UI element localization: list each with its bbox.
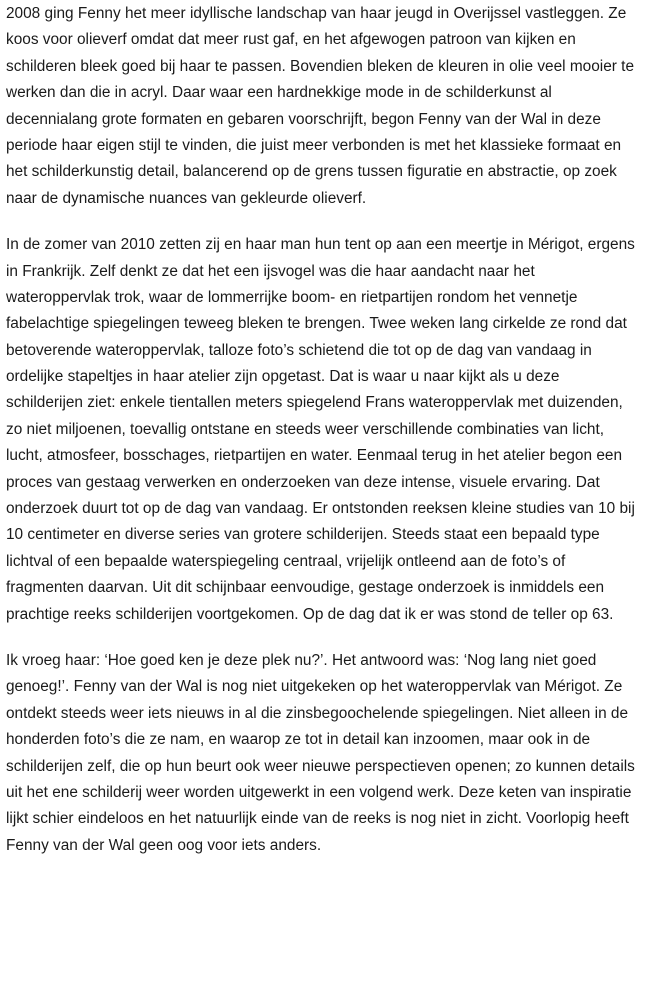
text-line: uit het ene schilderij weer worden uitgewerkt in een volgend werk. Deze keten van inspiratie xyxy=(6,783,632,801)
text-line: proces van gestaag verwerken en onderzoeken van deze intense, visuele ervaring. Dat xyxy=(6,473,600,491)
text-line: 2008 ging Fenny het meer idyllische landschap van haar jeugd in Overijssel vastleggen. Ze xyxy=(6,5,627,22)
text-line: ordelijke stapeltjes in haar atelier zijn opgetast. Dat is waar u naar kijkt als u deze xyxy=(6,368,560,386)
text-line: schilderijen ziet: enkele tientallen meters spiegelend Frans wateroppervlak met duizenden, xyxy=(6,394,623,412)
text-line: Ik vroeg haar: ‘Hoe goed ken je deze plek nu?’. Het antwoord was: ‘Nog lang niet goed xyxy=(6,651,597,669)
text-line: lichtval of een bepaalde waterspiegeling centraal, vrijelijk ontleend aan de foto’s of xyxy=(6,552,566,570)
text-line: fabelachtige spiegelingen teweeg bleken te brengen. Twee weken lang cirkelde ze rond dat xyxy=(6,315,627,333)
text-line: werken dan die in acryl. Daar waar een hardnekkige mode in de schilderkunst al xyxy=(6,84,552,102)
paragraph-merigot-summer-2010 xyxy=(6,232,646,628)
text-line: prachtige reeks schilderijen voortgekomen. Op de dag dat ik er was stond de teller op 63. xyxy=(6,605,614,623)
text-line: honderden foto’s die ze nam, en waarop ze tot in detail kan inzoomen, maar ook in de xyxy=(6,731,591,749)
text-line: het schilderkunstig detail, balancerend op de grens tussen figuratie en abstractie, op zoek xyxy=(6,163,617,181)
text-line: koos voor olieverf omdat dat meer rust gaf, en het afgewogen patroon van kijken en xyxy=(6,31,576,49)
text-line: periode haar eigen stijl te vinden, die juist meer verbonden is met het klassieke formaat en xyxy=(6,136,622,154)
text-line: lucht, atmosfeer, bosschages, rietpartijen en water. Eenmaal terug in het atelier begon een xyxy=(6,447,623,465)
document-page xyxy=(6,0,646,859)
text-line: betoverende wateroppervlak, talloze foto’s schietend die tot op de dag van vandaag in xyxy=(6,341,592,359)
text-line: genoeg!’. Fenny van der Wal is nog niet uitgekeken op het wateroppervlak van Mérigot. Ze xyxy=(6,678,623,696)
text-line: 10 centimeter en diverse series van grotere schilderijen. Steeds staat een bepaald type xyxy=(6,526,600,544)
text-line: decennialang grote formaten en gebaren voorschrijft, begon Fenny van der Wal in deze xyxy=(6,110,601,128)
text-line: naar de dynamische nuances van gekleurde olieverf. xyxy=(6,189,367,207)
text-line: fragmenten daarvan. Uit dit schijnbaar eenvoudige, gestage onderzoek is inmiddels een xyxy=(6,579,605,597)
paragraph-landscape-2008 xyxy=(6,0,646,212)
text-line: lijkt schier eindeloos en het natuurlijk einde van de reeks is nog niet in zicht. Voorlopig heeft xyxy=(6,810,629,828)
text-line: schilderijen zelf, die op hun beurt ook weer nieuwe perspectieven openen; zo kunnen details xyxy=(6,757,635,775)
text-line: Fenny van der Wal geen oog voor iets anders. xyxy=(6,836,322,854)
text-line: wateroppervlak trok, waar de lommerrijke boom- en rietpartijen rondom het vennetje xyxy=(6,288,578,306)
paragraph-interview xyxy=(6,648,646,859)
text-line: schilderen bleek goed bij haar te passen. Bovendien bleken de kleuren in olie veel mooier te xyxy=(6,57,635,75)
text-line: in Frankrijk. Zelf denkt ze dat het een ijsvogel was die haar aandacht naar het xyxy=(6,262,535,280)
text-line: In de zomer van 2010 zetten zij en haar man hun tent op aan een meertje in Mérigot, ergens xyxy=(6,236,635,254)
text-line: ontdekt steeds weer iets nieuws in al die zinsbegoochelende spiegelingen. Niet alleen in de xyxy=(6,704,629,722)
text-line: zo niet miljoenen, toevallig ontstane en steeds weer verschillende combinaties van licht, xyxy=(6,420,605,438)
text-line: onderzoek duurt tot op de dag van vandaag. Er ontstonden reeksen kleine studies van 10 bij xyxy=(6,500,635,518)
